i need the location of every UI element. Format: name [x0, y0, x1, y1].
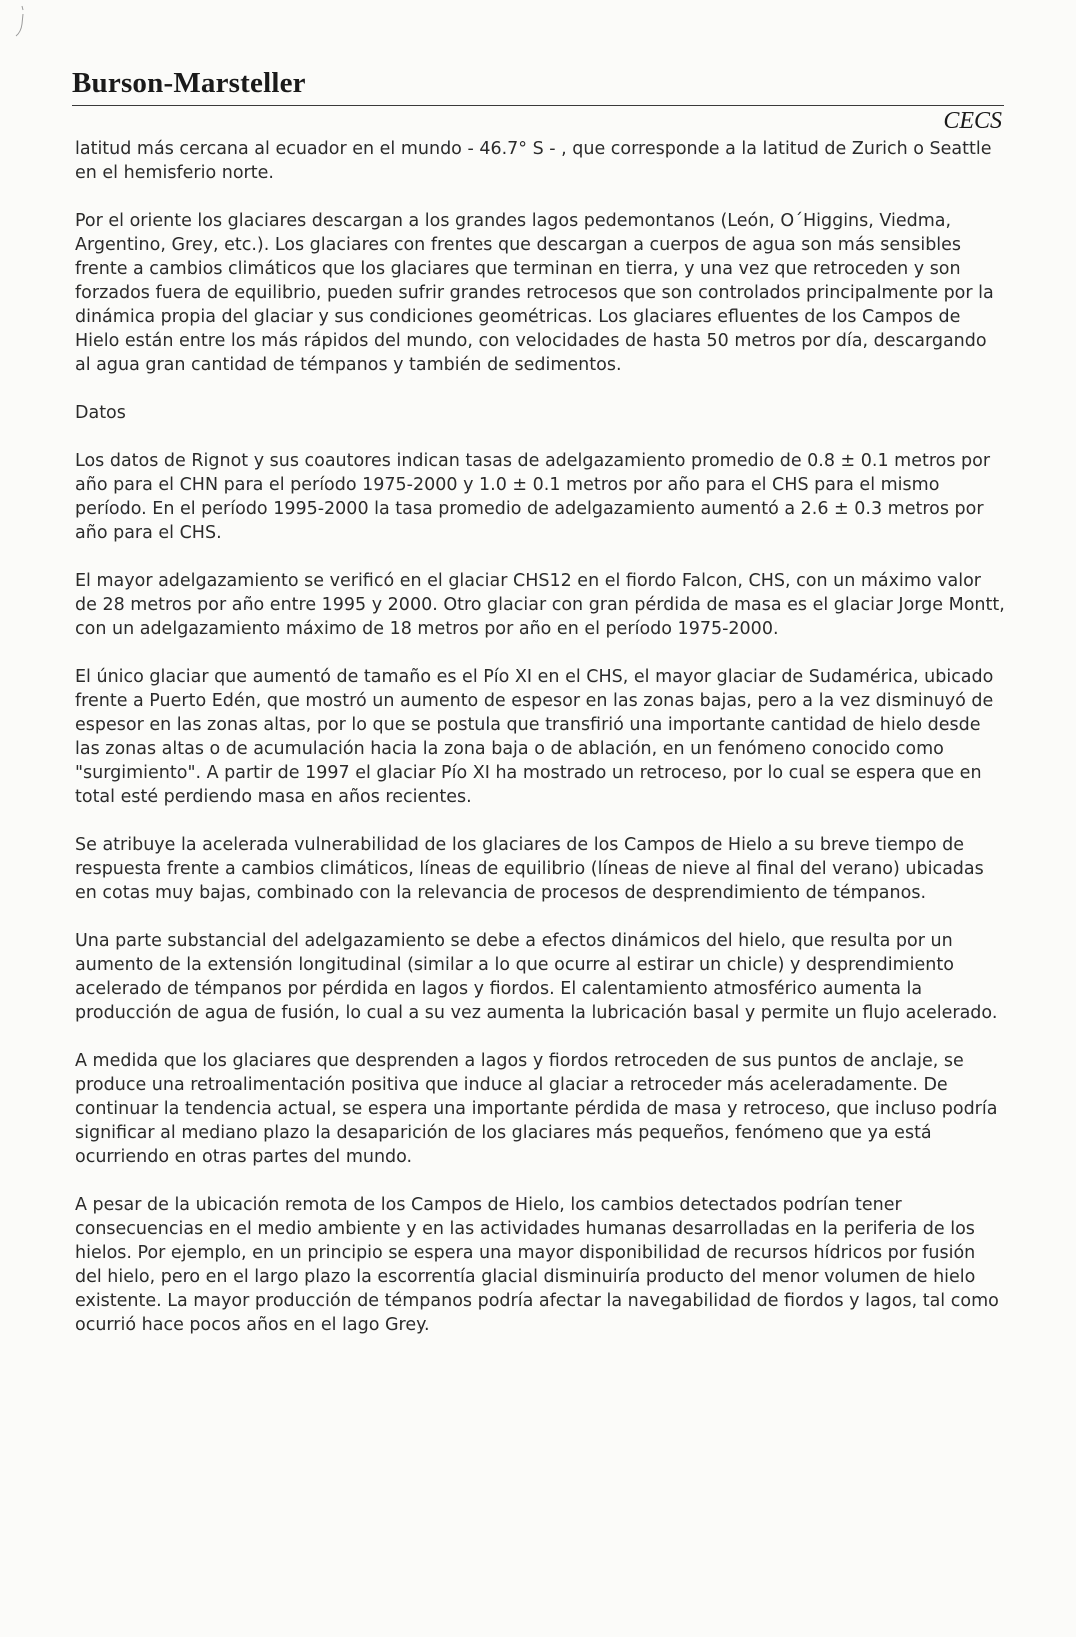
scan-mark — [14, 4, 28, 44]
paragraph-5: El único glaciar que aumentó de tamaño es el Pío XI en el CHS, el mayor glaciar de Sudamérica, ubicado frente a Puerto Edén, que mostró un aumento de espesor en las zonas bajas, pero a la vez disminuyó de espesor en las zonas altas, por lo que se postula que transfirió una importante cantidad de hielo desde las zonas altas o de acumulación hacia la zona baja o de ablación, en un fenómeno conocido como "surgimiento". A partir de 1997 el glaciar Pío XI ha mostrado un retroceso, por lo cual se espera que en total esté perdiendo masa en años recientes. — [75, 667, 994, 807]
header-rule — [72, 105, 1004, 106]
paragraph-8: A medida que los glaciares que desprenden a lagos y fiordos retroceden de sus puntos de anclaje, se produce una retroalimentación positiva que induce al glaciar a retroceder más aceleradamente. De continuar la tendencia actual, se espera una importante pérdida de masa y retroceso, que incluso podría significar al mediano plazo la desaparición de los glaciares más pequeños, fenómeno que ya está ocurriendo en otras partes del mundo. — [75, 1051, 998, 1167]
organization-name: CECS — [943, 108, 1002, 134]
paragraph-6: Se atribuye la acelerada vulnerabilidad de los glaciares de los Campos de Hielo a su breve tiempo de respuesta frente a cambios climáticos, líneas de equilibrio (líneas de nieve al final del verano) ubicadas en cotas muy bajas, combinado con la relevancia de procesos de desprendimiento de témpanos. — [75, 835, 984, 903]
paragraph-1: latitud más cercana al ecuador en el mundo - 46.7° S - , que corresponde a la latitud de Zurich o Seattle en el hemisferio norte. — [75, 139, 992, 183]
document-body — [75, 137, 1005, 1361]
page-header — [72, 66, 1002, 100]
section-heading-datos: Datos — [75, 403, 126, 423]
company-name: Burson-Marsteller — [72, 67, 306, 99]
paragraph-3: Los datos de Rignot y sus coautores indican tasas de adelgazamiento promedio de 0.8 ± 0.1 metros por año para el CHN para el período 1975-2000 y 1.0 ± 0.1 metros por año para el CHS para el mismo período. En el período 1995-2000 la tasa promedio de adelgazamiento aumentó a 2.6 ± 0.3 metros por año para el CHS. — [75, 451, 991, 543]
paragraph-9: A pesar de la ubicación remota de los Campos de Hielo, los cambios detectados podrían tener consecuencias en el medio ambiente y en las actividades humanas desarrolladas en la periferia de los hielos. Por ejemplo, en un principio se espera una mayor disponibilidad de recursos hídricos por fusión del hielo, pero en el largo plazo la escorrentía glacial disminuiría producto del menor volumen de hielo existente. La mayor producción de témpanos podría afectar la navegabilidad de fiordos y lagos, tal como ocurrió hace pocos años en el lago Grey. — [75, 1195, 999, 1335]
paragraph-7: Una parte substancial del adelgazamiento se debe a efectos dinámicos del hielo, que resulta por un aumento de la extensión longitudinal (similar a lo que ocurre al estirar un chicle) y desprendimiento acelerado de témpanos por pérdida en lagos y fiordos. El calentamiento atmosférico aumenta la producción de agua de fusión, lo cual a su vez aumenta la lubricación basal y permite un flujo acelerado. — [75, 931, 998, 1023]
paragraph-2: Por el oriente los glaciares descargan a los grandes lagos pedemontanos (León, O´Higgins, Viedma, Argentino, Grey, etc.). Los glaciares con frentes que descargan a cuerpos de agua son más sensibles frente a cambios climáticos que los glaciares que terminan en tierra, y una vez que retroceden y son forzados fuera de equilibrio, pueden sufrir grandes retrocesos que son controlados principalmente por la dinámica propia del glaciar y sus condiciones geométricas. Los glaciares efluentes de los Campos de Hielo están entre los más rápidos del mundo, con velocidades de hasta 50 metros por día, descargando al agua gran cantidad de témpanos y también de sedimentos. — [75, 211, 994, 375]
paragraph-4: El mayor adelgazamiento se verificó en el glaciar CHS12 en el fiordo Falcon, CHS, con un máximo valor de 28 metros por año entre 1995 y 2000. Otro glaciar con gran pérdida de masa es el glaciar Jorge Montt, con un adelgazamiento máximo de 18 metros por año en el período 1975-2000. — [75, 571, 1005, 639]
